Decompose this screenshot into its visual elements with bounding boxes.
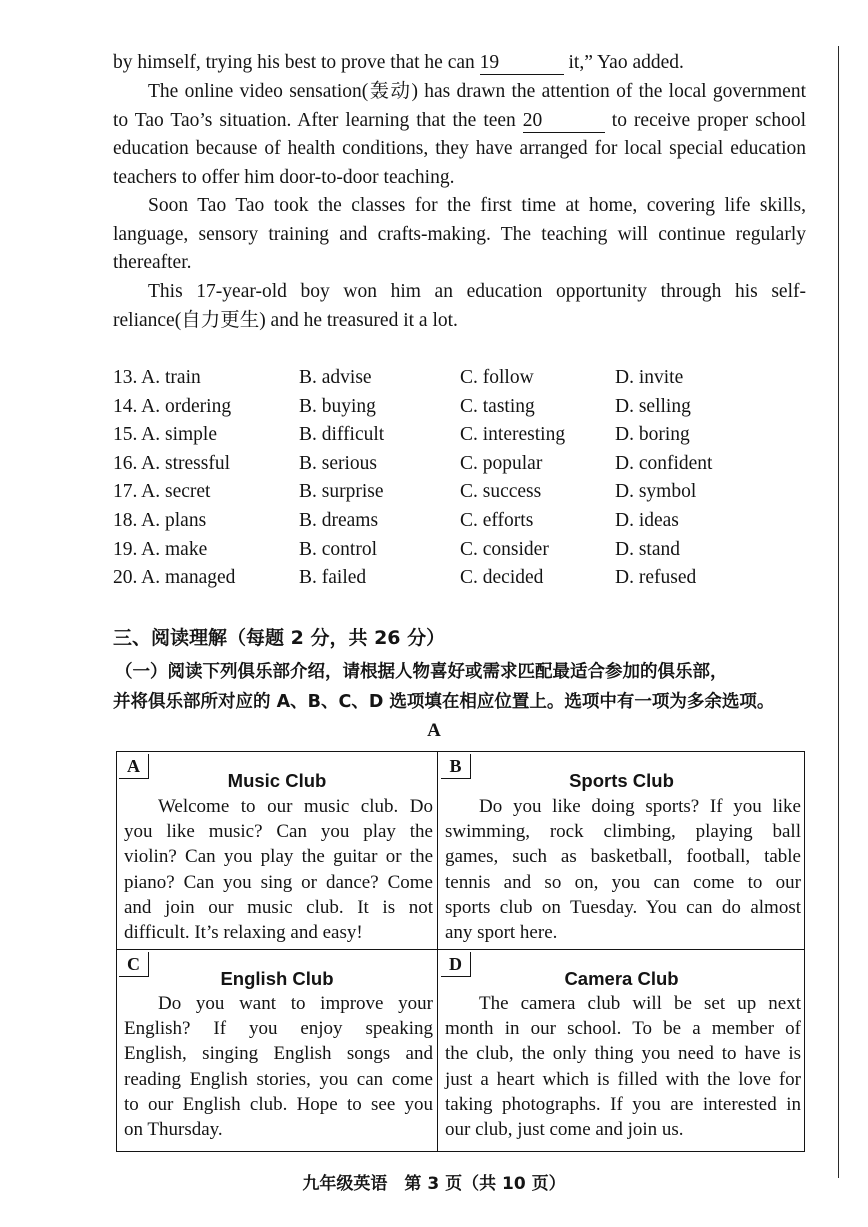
- option-letter: A: [119, 754, 149, 779]
- club-description: [124, 794, 433, 945]
- passage-text: by himself, trying his best to prove that he can: [113, 52, 480, 73]
- option-b: B. advise: [299, 367, 372, 388]
- instruction-line-2: 并将俱乐部所对应的 A、B、C、D 选项填在相应位置上。选项中有一项为多余选项。: [113, 692, 775, 712]
- option-d: D. ideas: [615, 509, 679, 531]
- club-cell-camera: [438, 950, 805, 1152]
- passage-line: Soon Tao Tao took the classes for the first time at home, covering life skills,: [148, 195, 806, 216]
- club-cell-sports: [438, 752, 805, 949]
- club-line: difficult. It’s relaxing and easy!: [124, 922, 363, 944]
- option-row: [113, 364, 813, 393]
- club-line: Do you want to improve your: [158, 993, 433, 1014]
- club-line: the club, the only thing you need to have is: [445, 1043, 801, 1065]
- passage-line: thereafter.: [113, 252, 192, 274]
- club-line: sports club on Tuesday. You can do almost: [445, 896, 801, 918]
- option-a: 14. A. ordering: [113, 395, 232, 417]
- option-c: C. interesting: [460, 424, 566, 446]
- cloze-options: [113, 364, 813, 593]
- option-b: B. failed: [299, 567, 367, 589]
- club-line: violin? Can you play the guitar or the: [124, 846, 433, 868]
- club-line: Do you like doing sports? If you like: [479, 796, 801, 817]
- club-line: piano? Can you sing or dance? Come: [124, 871, 433, 893]
- option-letter: C: [119, 952, 149, 977]
- option-b: B. control: [299, 538, 377, 560]
- option-c: C. decided: [460, 567, 544, 589]
- club-line: to our English club. Hope to see you: [124, 1093, 433, 1115]
- option-a: 15. A. simple: [113, 424, 218, 446]
- option-row: [113, 421, 813, 450]
- club-line: and join our music club. It is not: [124, 896, 433, 918]
- club-line: just a heart which is filled with the love for: [445, 1068, 801, 1090]
- club-line: English? If you enjoy speaking: [124, 1018, 433, 1040]
- passage-text: to Tao Tao’s situation. After learning that the teen: [113, 109, 523, 131]
- club-line: English, singing English songs and: [124, 1043, 433, 1065]
- margin-rule: [838, 46, 839, 1178]
- option-d: D. boring: [615, 424, 690, 446]
- instruction-line-1: （一）阅读下列俱乐部介绍，请根据人物喜好或需求匹配最适合参加的俱乐部，: [115, 662, 728, 682]
- club-title: Sports Club: [569, 770, 674, 791]
- passage-line: The online video sensation(轰动) has drawn the attention of the local government: [148, 81, 806, 102]
- passage-line: [113, 107, 806, 136]
- option-a: 18. A. plans: [113, 509, 207, 531]
- option-a: 19. A. make: [113, 538, 208, 560]
- passage-line: teachers to offer him door-to-door teaching.: [113, 166, 455, 188]
- option-b: B. difficult: [299, 424, 385, 446]
- passage-text: to receive proper school: [604, 109, 806, 131]
- club-line: taking photographs. If you are interested in: [445, 1093, 801, 1115]
- passage-text: it,” Yao added.: [563, 52, 684, 73]
- option-row: [113, 564, 813, 593]
- option-d: D. stand: [615, 538, 680, 560]
- blank-20: 20: [523, 110, 605, 133]
- option-c: C. success: [460, 481, 542, 503]
- passage-line: education because of health conditions, they have arranged for local special education: [113, 138, 806, 160]
- option-b: B. dreams: [299, 509, 379, 531]
- option-c: C. consider: [460, 538, 549, 560]
- club-line: tennis and so on, you can come to our: [445, 871, 801, 893]
- option-a: 17. A. secret: [113, 481, 211, 503]
- passage-paragraph-2: [113, 78, 806, 192]
- club-line: swimming, rock climbing, playing ball: [445, 821, 801, 843]
- page-footer: 九年级英语 第 3 页（共 10 页）: [302, 1174, 566, 1194]
- option-a: 20. A. managed: [113, 567, 236, 589]
- club-cell-english: [117, 950, 437, 1152]
- section-heading: 三、阅读理解（每题 2 分，共 26 分）: [113, 627, 446, 649]
- option-letter: B: [441, 754, 471, 779]
- option-a: 16. A. stressful: [113, 452, 230, 474]
- club-table: [116, 751, 805, 1152]
- option-c: C. popular: [460, 452, 543, 474]
- club-line: Welcome to our music club. Do: [158, 796, 433, 817]
- option-c: C. follow: [460, 367, 534, 388]
- club-line: month in our school. To be a member of: [445, 1018, 801, 1040]
- option-row: [113, 507, 813, 536]
- part-label: A: [427, 720, 441, 741]
- club-line: you like music? Can you play the: [124, 821, 433, 843]
- option-d: D. invite: [615, 367, 684, 388]
- option-b: B. buying: [299, 395, 376, 417]
- club-description: [445, 794, 801, 945]
- option-row: [113, 393, 813, 422]
- option-d: D. selling: [615, 395, 691, 417]
- club-title: Music Club: [227, 770, 327, 791]
- club-line: games, such as basketball, football, table: [445, 846, 801, 868]
- option-b: B. serious: [299, 452, 377, 474]
- passage-line: [113, 49, 806, 78]
- option-row: [113, 536, 813, 565]
- option-d: D. symbol: [615, 481, 697, 503]
- club-title: English Club: [220, 968, 334, 989]
- club-line: The camera club will be set up next: [479, 993, 801, 1014]
- club-title: Camera Club: [564, 968, 679, 989]
- passage-paragraph-4: [113, 278, 806, 335]
- option-c: C. tasting: [460, 395, 535, 417]
- passage-line: reliance(自力更生) and he treasured it a lot.: [113, 309, 458, 331]
- club-description: [445, 991, 801, 1142]
- option-row: [113, 450, 813, 479]
- option-a: 13. A. train: [113, 367, 201, 388]
- option-d: D. confident: [615, 452, 713, 474]
- club-line: any sport here.: [445, 922, 558, 944]
- option-row: [113, 478, 813, 507]
- blank-19: 19: [480, 52, 564, 75]
- club-description: [124, 991, 433, 1142]
- club-line: on Thursday.: [124, 1119, 223, 1141]
- option-c: C. efforts: [460, 509, 534, 531]
- passage-line: language, sensory training and crafts-making. The teaching will continue regularly: [113, 223, 806, 245]
- club-line: our club, just come and join us.: [445, 1119, 684, 1141]
- option-letter: D: [441, 952, 471, 977]
- option-b: B. surprise: [299, 481, 384, 503]
- club-line: reading English stories, you can come: [124, 1068, 433, 1090]
- passage-line: This 17-year-old boy won him an education opportunity through his self-: [148, 281, 806, 302]
- passage-paragraph-3: [113, 192, 806, 278]
- club-cell-music: [117, 752, 437, 949]
- option-d: D. refused: [615, 567, 697, 589]
- passage-paragraph-1: [113, 49, 806, 78]
